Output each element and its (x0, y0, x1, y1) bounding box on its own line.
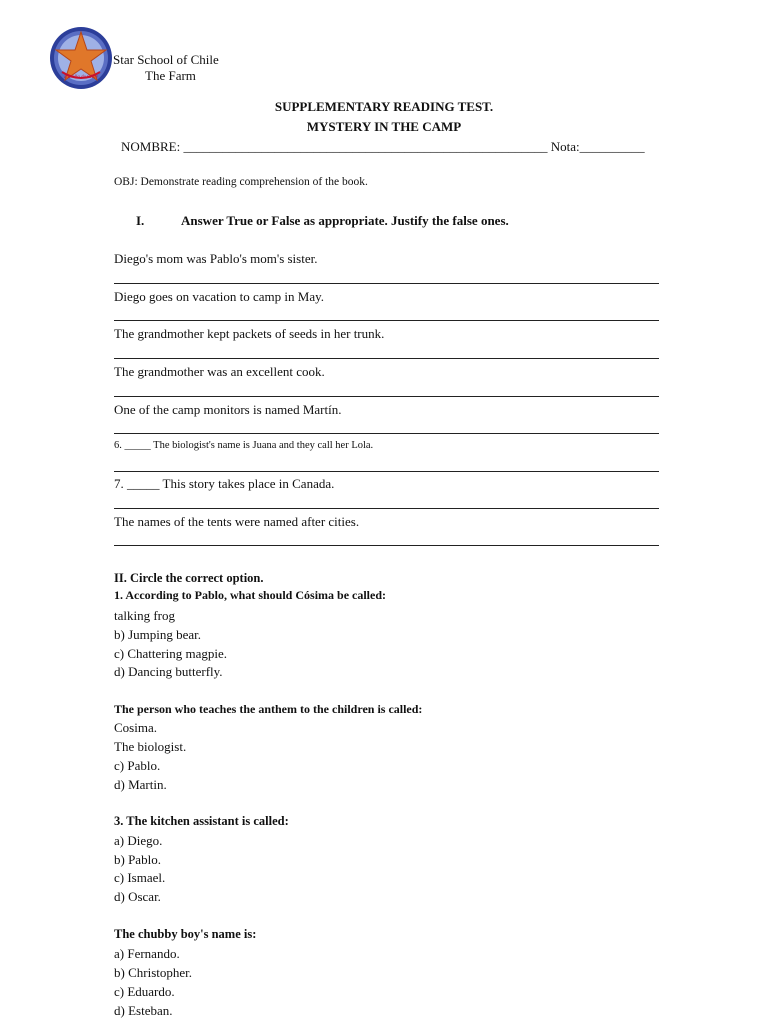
tf-item-3: The grandmother kept packets of seeds in her trunk. (114, 326, 385, 341)
test-title: SUPPLEMENTARY READING TEST. (274, 99, 494, 114)
section1-heading (136, 213, 509, 229)
mcq-question-2: The person who teaches the anthem to the children is called: (114, 702, 423, 716)
answer-line (114, 283, 659, 284)
mcq-option: The biologist. (114, 739, 187, 754)
mcq-option: d) Dancing butterfly. (114, 664, 223, 679)
mcq-option: d) Esteban. (114, 1003, 173, 1018)
mcq-option: c) Ismael. (114, 870, 166, 885)
tf-item-6: 6. _____ The biologist's name is Juana and they call her Lola. (114, 440, 374, 451)
answer-line (114, 508, 659, 509)
mcq-question-3: 3. The kitchen assistant is called: (114, 814, 289, 828)
answer-line (114, 320, 659, 321)
mcq-question-1: 1. According to Pablo, what should Cósima be called: (114, 588, 387, 602)
tf-item-1: Diego's mom was Pablo's mom's sister. (114, 251, 318, 266)
mcq-option: c) Eduardo. (114, 984, 175, 999)
answer-line (114, 433, 659, 434)
answer-line (114, 358, 659, 359)
mcq-question-4: The chubby boy's name is: (114, 927, 257, 941)
tf-item-5: One of the camp monitors is named Martín. (114, 402, 342, 417)
mcq-option: d) Oscar. (114, 889, 161, 904)
mcq-option: b) Pablo. (114, 852, 161, 867)
objective: OBJ: Demonstrate reading comprehension of the book. (114, 176, 368, 188)
mcq-option: b) Christopher. (114, 965, 192, 980)
mcq-option: c) Pablo. (114, 758, 161, 773)
answer-line (114, 545, 659, 546)
tf-item-4: The grandmother was an excellent cook. (114, 364, 325, 379)
mcq-option: a) Diego. (114, 833, 163, 848)
tf-item-8: The names of the tents were named after cities. (114, 514, 360, 529)
test-subtitle: MYSTERY IN THE CAMP (306, 119, 462, 134)
campus-name: The Farm (145, 68, 196, 83)
mcq-option: Cosima. (114, 720, 157, 735)
tf-item-2: Diego goes on vacation to camp in May. (114, 289, 324, 304)
mcq-option: talking frog (114, 608, 176, 623)
tf-item-7: 7. _____ This story takes place in Canada. (114, 476, 335, 491)
mcq-option: b) Jumping bear. (114, 627, 202, 642)
svg-text:Estrella de Chile: Estrella de Chile (64, 75, 98, 80)
name-grade-line: NOMBRE: ________________________________________________________ Nota:__________ (121, 139, 645, 154)
section1-instruction: Answer True or False as appropriate. Justify the false ones. (181, 213, 509, 228)
mcq-option: d) Martin. (114, 777, 167, 792)
section1-number: I. (136, 213, 145, 228)
school-logo (48, 26, 114, 90)
mcq-option: a) Fernando. (114, 946, 180, 961)
answer-line (114, 396, 659, 397)
mcq-option: c) Chattering magpie. (114, 646, 227, 661)
answer-line (114, 471, 659, 472)
section2-heading: II. Circle the correct option. (114, 571, 264, 585)
school-name: Star School of Chile (113, 52, 219, 67)
